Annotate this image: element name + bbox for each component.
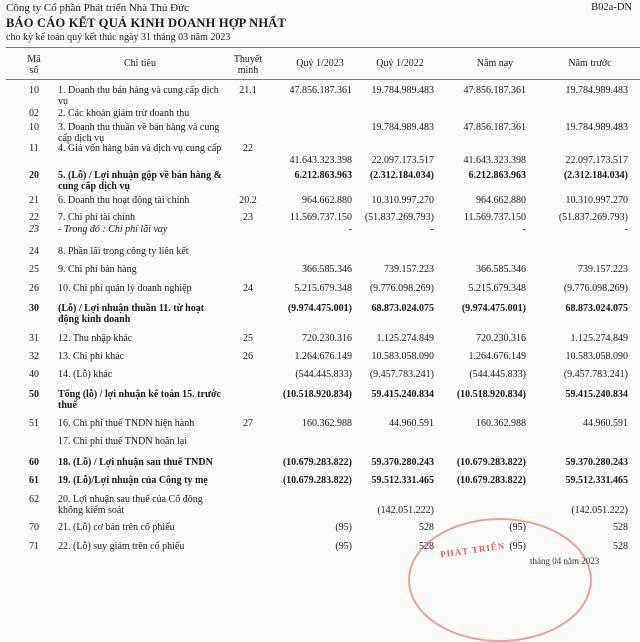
value-q1-2022: 528 (419, 522, 434, 533)
value-this-year: 6.212.863.963 (468, 170, 526, 181)
value-this-year: 160.362.988 (476, 418, 526, 429)
value-last-year: 59.512.331.465 (565, 475, 628, 486)
value-q1-2023: 5.215.679.348 (294, 283, 352, 294)
col-name: Chỉ tiêu (124, 58, 156, 69)
value-q1-2022: 10.310.997.270 (371, 195, 434, 206)
value-q1-2022: 19.784.989.483 (371, 85, 434, 96)
value-last-year: 528 (613, 522, 628, 533)
value-q1-2022: 59.370.280.243 (371, 457, 434, 468)
row-code: 02 (29, 108, 39, 119)
row-label: 16. Chi phí thuế TNDN hiện hành (58, 418, 195, 429)
row-code: 61 (29, 475, 39, 486)
row-code: 62 (29, 494, 39, 505)
value-q1-2022: 739.157.223 (384, 264, 434, 275)
value-q1-2022: 1.125.274.849 (376, 333, 434, 344)
row-note: 24 (243, 283, 253, 294)
form-code: B02a-DN (591, 2, 632, 13)
value-q1-2023: - (348, 224, 352, 235)
value-this-year: (544.445.833) (469, 369, 526, 380)
value-q1-2023: (10.679.283.822) (282, 475, 352, 486)
value-this-year: 5.215.679.348 (468, 283, 526, 294)
signature-date: tháng 04 năm 2023 (530, 556, 600, 566)
value-this-year: (10.679.283.822) (456, 475, 526, 486)
value-q1-2023: (544.445.833) (295, 369, 352, 380)
row-code: 24 (29, 246, 39, 257)
value-q1-2022: 59.512.331.465 (371, 475, 434, 486)
row-label: 8. Phần lãi trong công ty liên kết (58, 246, 189, 257)
row-code: 51 (29, 418, 39, 429)
row-label: 7. Chi phí tài chính (58, 212, 135, 223)
value-q1-2023: 720.230.316 (302, 333, 352, 344)
value-q1-2022: 19.784.989.483 (371, 122, 434, 133)
value-q1-2022: 22.097.173.517 (371, 155, 434, 166)
header-top-rule (6, 47, 640, 48)
value-last-year: (9.776.098.269) (563, 283, 628, 294)
value-this-year: 11.569.737.150 (463, 212, 526, 223)
value-q1-2023: (10.518.920.834) (282, 389, 352, 400)
value-this-year: 1.264.676.149 (468, 351, 526, 362)
value-last-year: 1.125.274.849 (570, 333, 628, 344)
row-label: - Trong đó : Chi phí lãi vay (58, 224, 168, 235)
value-last-year: - (624, 224, 628, 235)
value-q1-2023: (9.974.475.001) (287, 303, 352, 314)
row-label: 13. Chi phí khác (58, 351, 125, 362)
col-note: Thuyết minh (233, 54, 263, 76)
row-code: 71 (29, 541, 39, 552)
value-q1-2023: 47.856.187.361 (289, 85, 352, 96)
row-label: 14. (Lỗ) khác (58, 369, 113, 380)
row-code: 26 (29, 283, 39, 294)
value-q1-2022: 10.583.058.090 (371, 351, 434, 362)
value-q1-2022: (9.457.783.241) (369, 369, 434, 380)
report-title: BÁO CÁO KẾT QUẢ KINH DOANH HỢP NHẤT (6, 16, 287, 30)
row-code: 32 (29, 351, 39, 362)
value-last-year: 22.097.173.517 (565, 155, 628, 166)
value-this-year: - (522, 224, 526, 235)
value-q1-2022: 44.960.591 (389, 418, 434, 429)
row-code: 40 (29, 369, 39, 380)
value-last-year: (142.051.222) (571, 505, 628, 516)
value-q1-2023: (95) (335, 522, 352, 533)
row-label: 4. Giá vốn hàng bán và dịch vụ cung cấp (58, 143, 222, 154)
col-q1-2022: Quý 1/2022 (376, 58, 424, 69)
value-q1-2023: (10.679.283.822) (282, 457, 352, 468)
value-last-year: 10.583.058.090 (565, 351, 628, 362)
row-code: 31 (29, 333, 39, 344)
stamp-text: PHÁT TRIỂN (439, 540, 506, 560)
value-q1-2022: (9.776.098.269) (369, 283, 434, 294)
value-last-year: 68.873.024.075 (565, 303, 628, 314)
value-q1-2022: 68.873.024.075 (371, 303, 434, 314)
row-code: 20 (29, 170, 39, 181)
value-this-year: 47.856.187.361 (463, 122, 526, 133)
col-this-year: Năm nay (476, 58, 514, 69)
value-q1-2022: (51.837.269.793) (364, 212, 434, 223)
row-label: Tổng (lỗ) / lợi nhuận kế toán 15. trước thuế (58, 389, 221, 411)
row-code: 60 (29, 457, 39, 468)
value-last-year: 528 (613, 541, 628, 552)
row-label: 3. Doanh thu thuần về bán hàng và cung cấp dịch vụ (58, 122, 220, 144)
value-this-year: 41.643.323.398 (463, 155, 526, 166)
value-q1-2022: 59.415.240.834 (371, 389, 434, 400)
row-code: 10 (29, 85, 39, 96)
report-subtitle: cho kỳ kế toán quý kết thúc ngày 31 tháng 03 năm 2023 (6, 32, 231, 43)
value-last-year: 739.157.223 (578, 264, 628, 275)
value-last-year: (51.837.269.793) (558, 212, 628, 223)
value-this-year: 366.585.346 (476, 264, 526, 275)
value-q1-2023: 160.362.988 (302, 418, 352, 429)
value-q1-2023: 11.569.737.150 (289, 212, 352, 223)
value-this-year: (10.679.283.822) (456, 457, 526, 468)
row-label: 5. (Lỗ) / Lợi nhuận gộp về bán hàng & cung cấp dịch vụ (58, 170, 222, 192)
value-this-year: 964.662.880 (476, 195, 526, 206)
col-q1-2023: Quý 1/2023 (296, 58, 344, 69)
value-last-year: 44.960.591 (583, 418, 628, 429)
row-label: 12. Thu nhập khác (58, 333, 133, 344)
value-last-year: 59.370.280.243 (565, 457, 628, 468)
row-note: 23 (243, 212, 253, 223)
header-bottom-rule (6, 79, 640, 80)
value-q1-2022: 528 (419, 541, 434, 552)
row-label: 20. Lợi nhuận sau thuế của Cổ đông không kiểm soát (58, 494, 203, 516)
value-last-year: 19.784.989.483 (565, 122, 628, 133)
value-this-year: (10.518.920.834) (456, 389, 526, 400)
value-this-year: 720.230.316 (476, 333, 526, 344)
value-this-year: (95) (509, 541, 526, 552)
value-q1-2022: (2.312.184.034) (369, 170, 434, 181)
row-label: 9. Chi phí bán hàng (58, 264, 137, 275)
value-last-year: (9.457.783.241) (563, 369, 628, 380)
row-note: 21.1 (239, 85, 257, 96)
company-name: Công ty Cổ phần Phát triển Nhà Thủ Đức (6, 2, 189, 14)
value-last-year: 19.784.989.483 (565, 85, 628, 96)
company-stamp (408, 518, 592, 642)
value-this-year: (9.974.475.001) (461, 303, 526, 314)
row-label: 22. (Lỗ) suy giảm trên cổ phiếu (58, 541, 185, 552)
row-label: 18. (Lỗ) / Lợi nhuận sau thuế TNDN (58, 457, 213, 468)
row-note: 26 (243, 351, 253, 362)
value-this-year: (95) (509, 522, 526, 533)
value-q1-2023: 1.264.676.149 (294, 351, 352, 362)
row-label: 21. (Lỗ) cơ bản trên cổ phiếu (58, 522, 175, 533)
value-q1-2023: 964.662.880 (302, 195, 352, 206)
row-note: 27 (243, 418, 253, 429)
value-q1-2023: 6.212.863.963 (294, 170, 352, 181)
row-label: (Lỗ) / Lợi nhuận thuần 11. từ hoạt động kinh doanh (58, 303, 205, 325)
row-label: 17. Chi phí thuế TNDN hoãn lại (58, 436, 187, 447)
row-label: 10. Chi phí quản lý doanh nghiệp (58, 283, 192, 294)
row-code: 25 (29, 264, 39, 275)
col-last-year: Năm trước (568, 58, 612, 69)
row-code: 11 (29, 143, 39, 154)
value-q1-2023: (95) (335, 541, 352, 552)
value-q1-2022: - (430, 224, 434, 235)
row-code: 21 (29, 195, 39, 206)
value-q1-2023: 41.643.323.398 (289, 155, 352, 166)
row-label: 1. Doanh thu bán hàng và cung cấp dịch vụ (58, 85, 219, 107)
value-q1-2023: 366.585.346 (302, 264, 352, 275)
row-code: 70 (29, 522, 39, 533)
row-note: 25 (243, 333, 253, 344)
row-code: 23 (29, 224, 39, 235)
value-last-year: 59.415.240.834 (565, 389, 628, 400)
row-label: 2. Các khoản giảm trừ doanh thu (58, 108, 190, 119)
value-last-year: 10.310.997.270 (565, 195, 628, 206)
row-label: 19. (Lỗ)/Lợi nhuận của Công ty mẹ (58, 475, 208, 486)
value-q1-2022: (142.051.222) (377, 505, 434, 516)
value-this-year: 47.856.187.361 (463, 85, 526, 96)
row-code: 22 (29, 212, 39, 223)
row-label: 6. Doanh thu hoạt động tài chính (58, 195, 190, 206)
row-code: 10 (29, 122, 39, 133)
col-code: Mã số (27, 54, 41, 76)
value-last-year: (2.312.184.034) (563, 170, 628, 181)
row-code: 30 (29, 303, 39, 314)
row-code: 50 (29, 389, 39, 400)
row-note: 20.2 (239, 195, 257, 206)
row-note: 22 (243, 143, 253, 154)
